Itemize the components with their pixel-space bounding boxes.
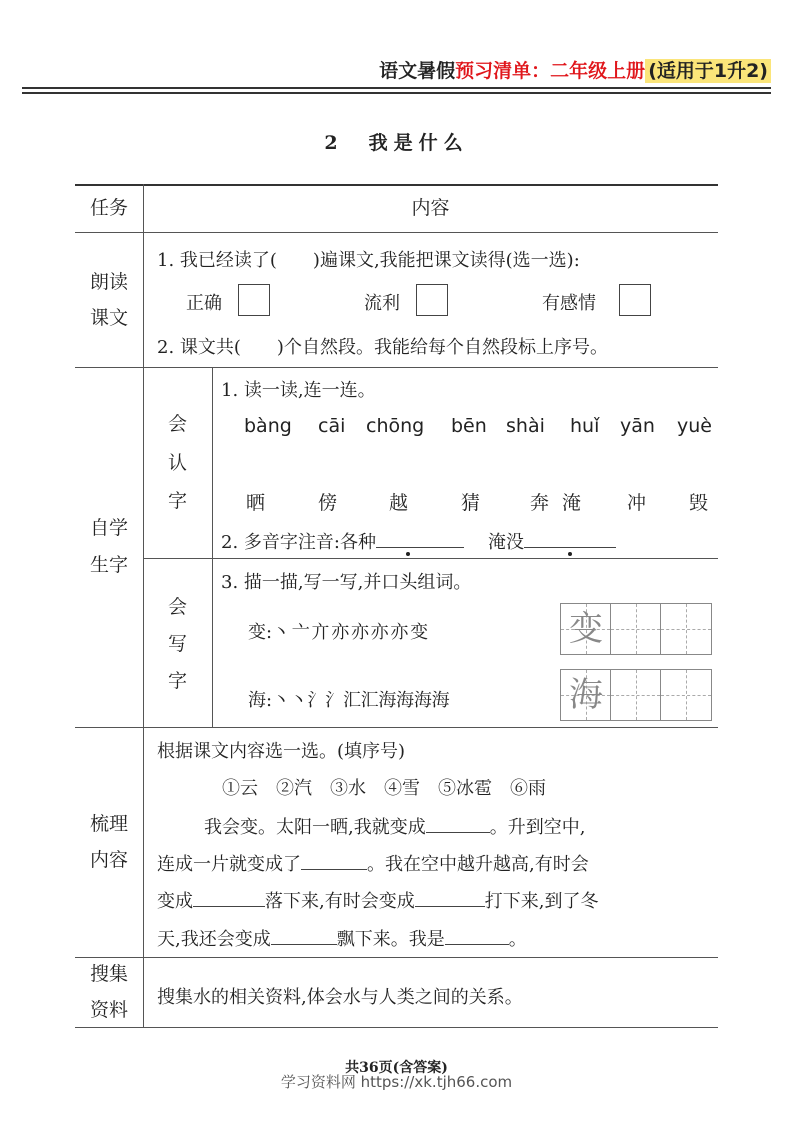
recognize-label-3: 字 [167,490,187,512]
table-subcol-divider [212,367,213,727]
sort-blank-5[interactable] [271,944,337,945]
col-task-header: 任务 [89,197,128,219]
read-opt2: 流利 [364,293,400,314]
table-line [75,232,718,233]
task-read-line1: 朗读 [89,271,128,293]
header-rule [22,92,771,94]
table-line [75,957,718,958]
sort-text: 打下来,到了冬 [484,891,599,912]
pinyin-item: bēn [451,415,487,437]
table-line [75,727,718,728]
polyphone-q2 [221,528,616,554]
sort-text: 。我在空中越升越高,有时会 [367,854,589,875]
char-item: 傍 [318,492,338,514]
emphasis-dot [406,552,410,556]
read-opt1: 正确 [186,293,222,314]
read-opt3-checkbox[interactable] [619,284,651,316]
pinyin-item: huǐ [570,415,600,437]
emphasis-dot [568,552,572,556]
char-item: 越 [389,492,409,514]
sort-line-2 [157,850,589,876]
task-sort-line1: 梳理 [89,813,128,835]
page-count: 共36页(含答案) [345,1060,448,1076]
read-q2: 2. 课文共( )个自然段。我能给每个自然段标上序号。 [157,337,608,358]
stroke-seq-hai: 丶 丶 氵 氵 汇 汇 海 海 海 海 [272,690,447,711]
polyphone-word2: 淹没 [487,532,524,553]
polyphone-word1: 各种 [339,532,376,553]
char-item: 淹 [562,492,582,514]
pinyin-item: chōng [366,415,425,437]
recognize-label-1: 会 [167,413,187,435]
sort-text: 。升到空中, [489,817,586,838]
task-collect-line2: 资料 [89,999,128,1021]
task-collect-line1: 搜集 [89,963,128,985]
header-part1: 语文暑假 [379,60,456,82]
sort-text: 我会变。太阳一晒,我就变成 [204,817,426,838]
trace-char-hai: 海 [569,675,603,715]
lesson-title: 2 我是什么 [324,132,469,154]
table-top-border [75,184,718,186]
sort-blank-1[interactable] [426,832,490,833]
write-q3: 3. 描一描,写一写,并口头组词。 [221,572,472,593]
sort-blank-6[interactable] [445,944,509,945]
header-rule [22,87,771,89]
sort-blank-3[interactable] [193,906,265,907]
writing-grid-bian[interactable] [560,603,712,655]
col-content-header: 内容 [411,197,450,219]
sort-text: 。 [508,929,527,950]
stroke-order-bian [248,618,426,644]
char-item: 晒 [246,492,266,514]
selfstudy-q1: 1. 读一读,连一连。 [221,380,376,401]
sort-text: 落下来,有时会变成 [265,891,415,912]
pinyin-item: yuè [677,415,712,437]
char-item: 奔 [530,492,550,514]
collect-content: 搜集水的相关资料,体会水与人类之间的关系。 [157,987,523,1008]
polyphone-label: 2. 多音字注音: [221,532,340,553]
sort-line-3 [157,887,598,913]
read-q1: 1. 我已经读了( )遍课文,我能把课文读得(选一选): [157,250,580,271]
read-opt2-checkbox[interactable] [416,284,448,316]
recognize-label-2: 认 [167,452,187,474]
stroke-seq-bian: 丶 亠 亣 亦 亦 亦 亦 变 [272,622,427,643]
sort-text: 连成一片就变成了 [157,854,301,875]
stroke-order-hai [248,686,447,712]
task-selfstudy-line1: 自学 [89,517,128,539]
sort-line-4 [157,925,527,951]
polyphone-blank-2[interactable] [524,547,616,548]
sort-blank-2[interactable] [301,869,367,870]
table-bottom-border [75,1027,718,1028]
pinyin-item: yān [620,415,655,437]
char-item: 冲 [627,492,647,514]
sort-text: 天,我还会变成 [157,929,271,950]
write-label-1: 会 [167,596,187,618]
task-sort-line2: 内容 [89,849,128,871]
table-line [143,558,718,559]
polyphone-blank-1[interactable] [376,547,464,548]
sort-intro: 根据课文内容选一选。(填序号) [157,741,406,762]
pinyin-item: shài [506,415,545,437]
sort-options: ①云 ②汽 ③水 ④雪 ⑤冰雹 ⑥雨 [222,778,546,799]
header-title [379,56,771,83]
writing-grid-hai[interactable] [560,669,712,721]
task-read-line2: 课文 [89,307,128,329]
read-opt1-checkbox[interactable] [238,284,270,316]
char-item: 毁 [689,492,709,514]
header-part2: 预习清单：二年级上册 [455,60,646,82]
header-tag: (适用于1升2) [645,59,771,83]
read-opt3: 有感情 [542,293,596,314]
stroke-label-bian: 变: [248,622,273,643]
table-line [75,367,718,368]
char-item: 猜 [461,492,481,514]
sort-text: 飘下来。我是 [336,929,445,950]
stroke-label-hai: 海: [248,690,273,711]
pinyin-item: bàng [244,415,292,437]
pinyin-item: cāi [318,415,346,437]
task-selfstudy-line2: 生字 [89,554,128,576]
write-label-2: 写 [167,633,187,655]
sort-blank-4[interactable] [415,906,485,907]
sort-text: 变成 [157,891,193,912]
trace-char-bian: 变 [569,609,603,649]
watermark: 学习资料网 https://xk.tjh66.com [280,1073,513,1091]
write-label-3: 字 [167,670,187,692]
sort-line-1 [204,813,585,839]
